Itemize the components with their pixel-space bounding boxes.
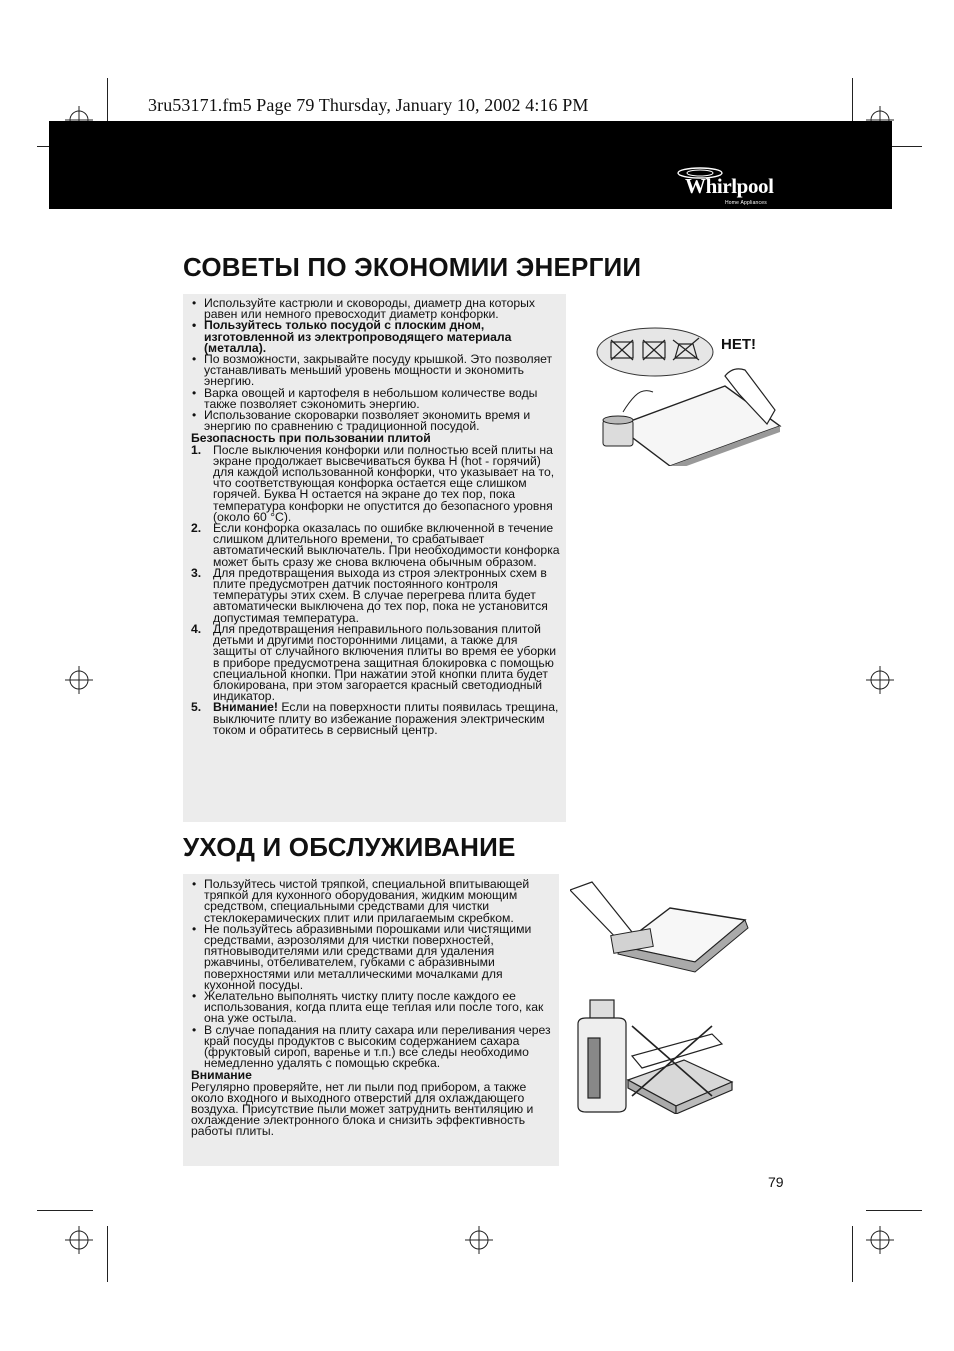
crosshair-registration-icon — [65, 666, 93, 694]
list-item: • Желательно выполнять чистку плиту после каждого ее использования, когда плита еще теплая или после того, как она уже остыла. — [191, 991, 556, 1025]
brand-tagline: Home Appliances — [725, 200, 767, 206]
brand-name: Whirlpool — [685, 174, 774, 198]
safety-heading: Безопасность при пользовании плитой — [191, 431, 431, 446]
list-item: • Использование скороварки позволяет экономить время и энергию по сравнению с традиционной посудой. — [191, 410, 563, 432]
no-label: НЕТ! — [721, 336, 756, 353]
list-item: 5. Внимание! Если на поверхности плиты появилась трещина, выключите плиту во избежание поражения электрическим током и обратитесь в сервисный центр. — [191, 700, 559, 737]
list-item: • Варка овощей и картофеля в небольшом количестве воды также позволяет сэкономить энергию. — [191, 388, 563, 410]
list-item: • Используйте кастрюли и сковороды, диаметр дна которых равен или немного превосходит диаметр конфорки. — [191, 298, 563, 320]
crop-mark — [37, 1210, 93, 1211]
crosshair-registration-icon — [866, 666, 894, 694]
cleaning-illustration — [570, 876, 755, 996]
list-item: • По возможности, закрывайте посуду крышкой. Это позволяет устанавливать меньший уровень мощности и экономить энергию. — [191, 354, 563, 388]
abrasives-illustration — [572, 996, 752, 1114]
file-header: 3ru53171.fm5 Page 79 Thursday, January 10, 2002 4:16 PM — [148, 95, 589, 115]
list-item: • Пользуйтесь чистой тряпкой, специальной впитывающей тряпкой для кухонного оборудования, жидким моющим средством, специальными средствами для чистки стеклокерамических плит или прилагаемым скребком. — [191, 879, 556, 924]
page-number: 79 — [768, 1174, 784, 1190]
list-item: • В случае попадания на плиту сахара или переливания через край посуды продуктов с высоким содержанием сахара (фруктовый сироп, варенье и т.п.) все следы необходимо немедленно удалять с помощью скребка. — [191, 1025, 556, 1070]
list-item: 1. После выключения конфорки или полностью всей плиты на экране продолжает высвечиваться буква H (hot - горячий) для каждой использованной конфорки, что указывает на то, что соответствующая конфорка остается еще слишком горячей. Буква H остается на экране до тех пор, пока температура конфорки не опустится до безопасного уровня (около 60 °C). — [191, 442, 555, 524]
section-title-care: УХОД И ОБСЛУЖИВАНИЕ — [183, 832, 516, 862]
care-tips-content — [191, 879, 556, 1138]
list-item: 3. Для предотвращения выхода из строя электронных схем в плите предусмотрен датчик постоянного контроля температуры этих схем. В случае перегрева плита будет автоматически выключена до тех пор, пока не установится допустимая температура. — [191, 565, 548, 625]
crop-mark — [866, 1210, 922, 1211]
crop-mark — [107, 1226, 108, 1282]
crosshair-registration-icon — [866, 1226, 894, 1254]
whirlpool-logo — [675, 164, 795, 208]
list-item: • Пользуйтесь только посудой с плоским дном, изготовленной из электропроводящего материала (металла). — [191, 320, 563, 354]
list-item: 4. Для предотвращения неправильного пользования плитой детьми и другими посторонними лицами, а также для защиты от случайного включения плиты во время ее уборки в приборе предусмотрена защитная блокировка с помощью специальной кнопки. При нажатии этой кнопки плита будет блокирована, при этом загорается красный светодиодный индикатор. — [191, 621, 557, 704]
list-item: • Не пользуйтесь абразивными порошками или чистящими средствами, аэрозолями для чистки поверхностей, пятновыводителями или средствами для удаления ржавчины, отбеливателем, губками с абразивными поверхностями или металлическими мочалками для кухонной посуды. — [191, 924, 556, 991]
bottle-icon — [578, 1000, 626, 1112]
energy-tips-content — [191, 298, 563, 736]
crosshair-registration-icon — [65, 1226, 93, 1254]
scourer-icon — [628, 1034, 732, 1114]
list-item: 2. Если конфорка оказалась по ошибке включенной в течение слишком длительного времени, то срабатывает автоматический выключатель. При необходимости конфорка может быть сразу же снова включена обычным образом. — [191, 521, 560, 569]
section-title-energy: СОВЕТЫ ПО ЭКОНОМИИ ЭНЕРГИИ — [183, 252, 642, 282]
warning-text: Регулярно проверяйте, нет ли пыли под прибором, а также около входного и выходного отверстий для охлаждающего воздуха. Присутствие пыли может затруднить вентиляцию и охлаждение электронного блока и снизить эффективность работы плиты. — [191, 1079, 534, 1139]
crop-mark — [852, 1226, 853, 1282]
crosshair-registration-icon — [465, 1226, 493, 1254]
warning-heading: Внимание — [191, 1068, 252, 1083]
